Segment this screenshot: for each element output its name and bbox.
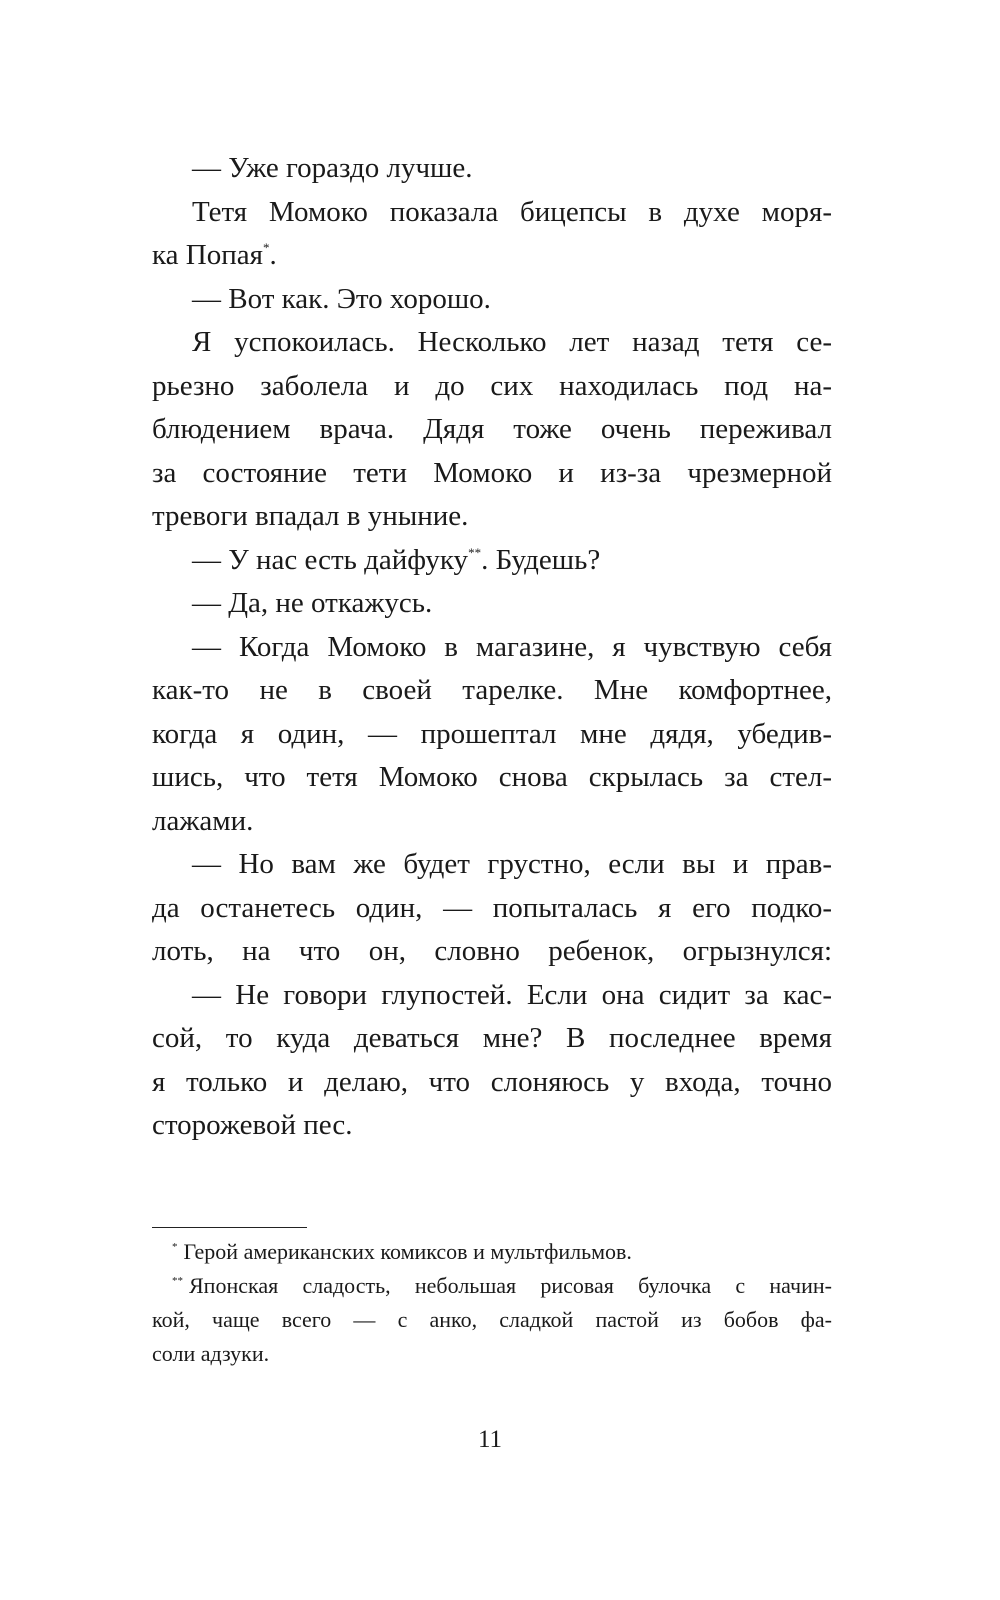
- footnote-marker: *: [262, 240, 270, 255]
- text-line: Тетя Момоко показала бицепсы в духе моря-: [192, 195, 832, 228]
- footnote-text: Японская сладость, небольшая рисовая булочка с начин-: [189, 1273, 832, 1298]
- main-text: [152, 147, 832, 1148]
- text-line: — Вот как. Это хорошо.: [192, 282, 491, 315]
- text-line: — Но вам же будет грустно, если вы и прав-: [192, 848, 832, 880]
- text-line: сой, то куда деваться мне? В последнее время: [152, 1022, 832, 1054]
- text-line: лоть, на что он, словно ребенок, огрызнулся:: [152, 935, 832, 967]
- text-line: — Не говори глупостей. Если она сидит за кас-: [192, 978, 832, 1011]
- text-line: шись, что тетя Момоко снова скрылась за стел-: [152, 761, 832, 793]
- footnote-marker: **: [172, 1275, 183, 1287]
- text-line: тревоги впадал в уныние.: [152, 500, 469, 532]
- text-line: блюдением врача. Дядя тоже очень переживал: [152, 413, 832, 445]
- text-line: [152, 539, 832, 583]
- text-line: лажами.: [152, 804, 254, 837]
- footnotes: [152, 1235, 832, 1371]
- footnote-line: кой, чаще всего — с анко, сладкой пастой из бобов фа-: [152, 1307, 832, 1332]
- text-line: — Когда Момоко в магазине, я чувствую себя: [192, 630, 832, 663]
- text-fragment: .: [269, 239, 277, 271]
- text-fragment: — У нас есть дайфуку: [192, 543, 469, 576]
- footnote-text: Герой американских комиксов и мультфильмов.: [183, 1239, 632, 1264]
- footnote-divider: [152, 1227, 307, 1228]
- text-fragment: . Будешь?: [481, 543, 601, 576]
- text-line: — Да, не откажусь.: [192, 587, 433, 619]
- text-line: за состояние тети Момоко и из-за чрезмерной: [152, 456, 832, 489]
- footnote-marker: *: [172, 1241, 178, 1253]
- text-line: [152, 234, 832, 278]
- text-line: да останетесь один, — попыталась я его подко-: [152, 891, 832, 924]
- text-line: когда я один, — прошептал мне дядя, убедив-: [152, 717, 832, 750]
- text-line: рьезно заболела и до сих находилась под на-: [152, 369, 832, 402]
- page-number: 11: [477, 1426, 503, 1453]
- text-line: я только и делаю, что слоняюсь у входа, точно: [152, 1065, 832, 1098]
- footnote-line: [152, 1235, 832, 1269]
- footnote-marker: **: [468, 544, 482, 560]
- footnote-line: соли адзуки.: [152, 1341, 270, 1366]
- text-line: Я успокоилась. Несколько лет назад тетя се-: [192, 326, 832, 358]
- text-fragment: ка Попая: [152, 239, 263, 271]
- text-line: сторожевой пес.: [152, 1109, 353, 1141]
- text-line: — Уже гораздо лучше.: [192, 152, 473, 184]
- text-line: как-то не в своей тарелке. Мне комфортнее,: [152, 674, 832, 706]
- footnote-line: [152, 1269, 832, 1303]
